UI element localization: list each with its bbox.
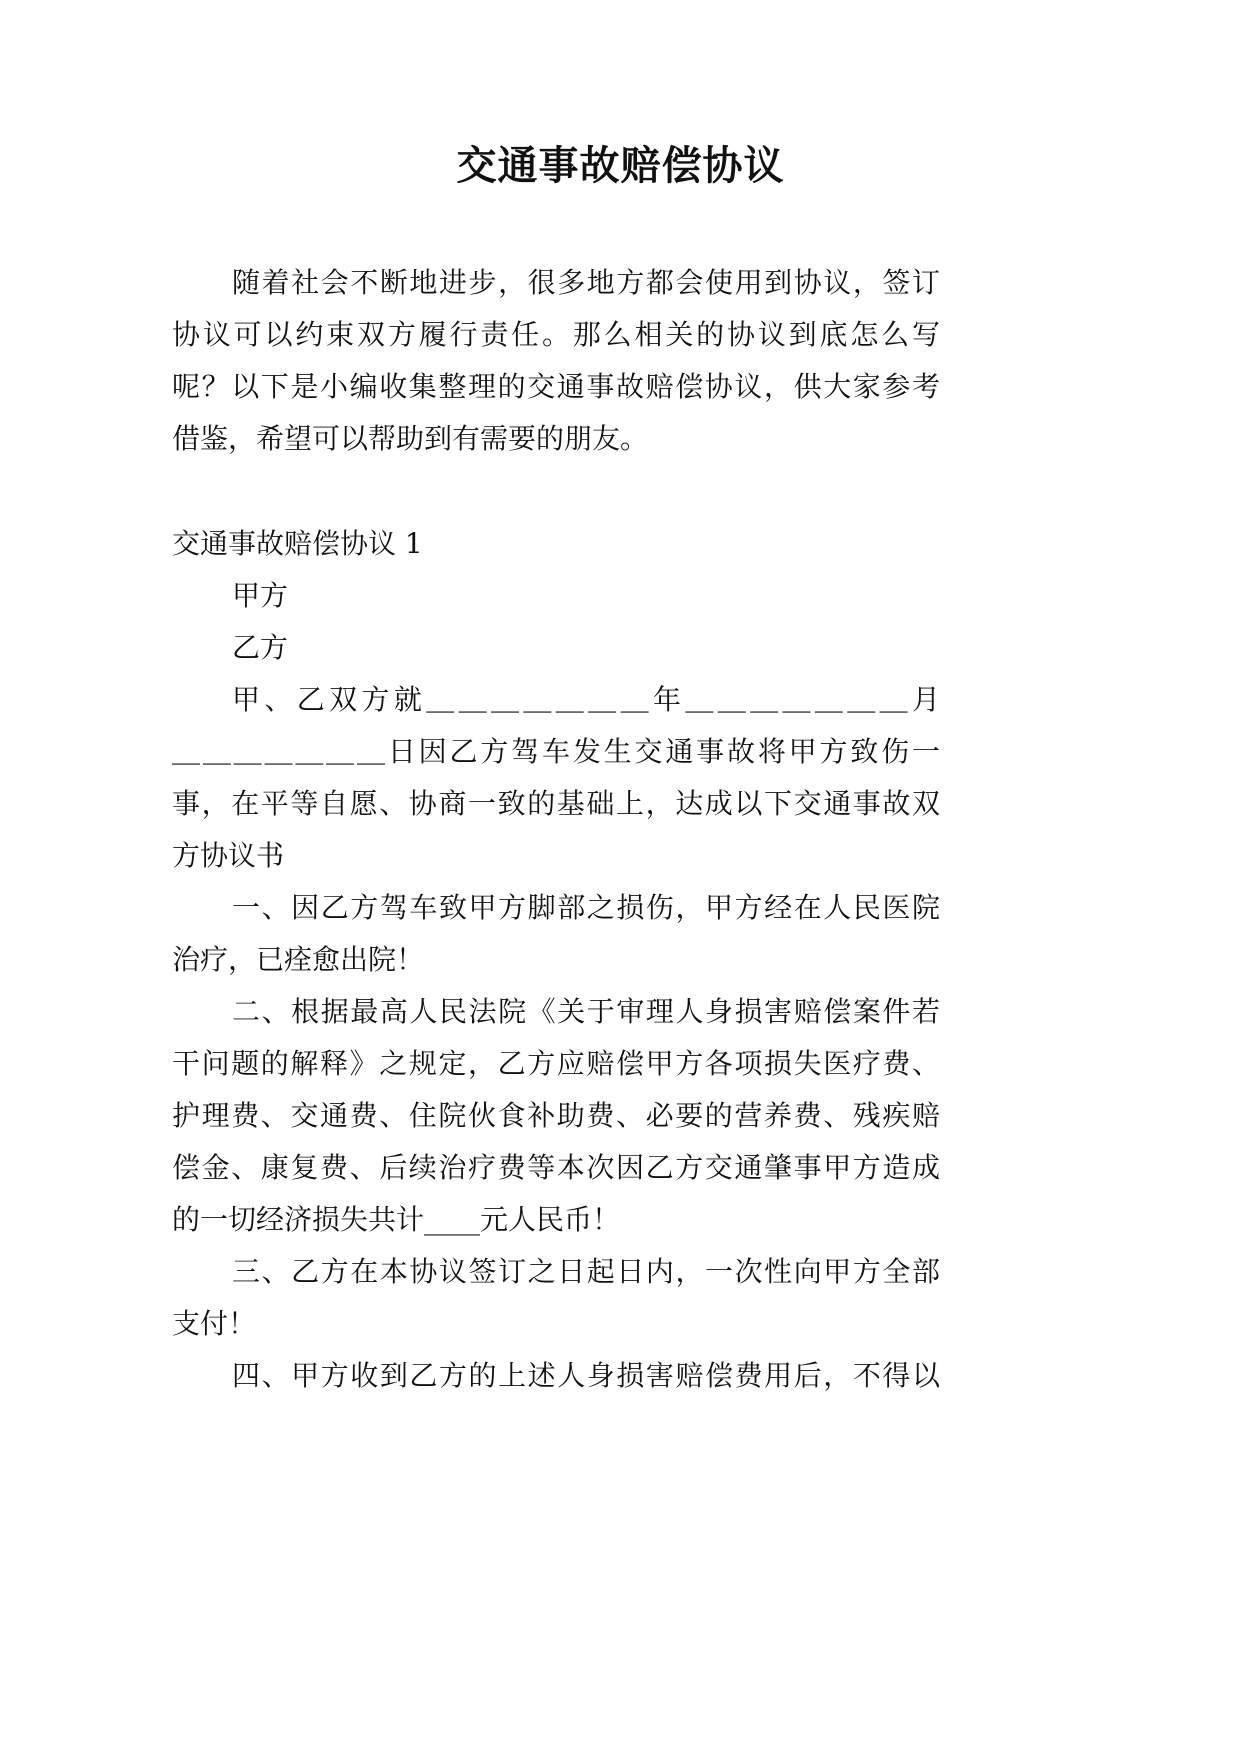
text-line: 协议可以约束双方履行责任。那么相关的协议到底怎么写 — [172, 318, 940, 351]
paragraph — [172, 986, 940, 1246]
spacer — [172, 465, 940, 518]
text-line: 呢？以下是小编收集整理的交通事故赔偿协议，供大家参考 — [172, 370, 940, 403]
document-body — [172, 257, 940, 1402]
paragraph — [172, 257, 940, 465]
text-line: ＿＿＿＿＿＿＿日因乙方驾车发生交通事故将甲方致伤一 — [172, 735, 940, 768]
text-line: 三、乙方在本协议签订之日起日内，一次性向甲方全部 — [232, 1255, 940, 1288]
text-line: 一、因乙方驾车致甲方脚部之损伤，甲方经在人民医院 — [232, 891, 940, 924]
text-line: 交通事故赔偿协议 1 — [172, 527, 423, 560]
paragraph — [172, 1350, 940, 1402]
paragraph — [172, 622, 940, 674]
paragraph — [172, 570, 940, 622]
text-line: 借鉴，希望可以帮助到有需要的朋友。 — [172, 422, 649, 455]
paragraph — [172, 882, 940, 986]
text-line: 治疗，已痊愈出院！ — [172, 943, 425, 976]
text-line: 的一切经济损失共计____元人民币！ — [172, 1203, 621, 1236]
text-line: 甲方 — [232, 579, 289, 612]
text-line: 事，在平等自愿、协商一致的基础上，达成以下交通事故双 — [172, 787, 940, 820]
text-line: 四、甲方收到乙方的上述人身损害赔偿费用后，不得以 — [232, 1359, 940, 1392]
text-line: 乙方 — [232, 631, 289, 664]
text-line: 二、根据最高人民法院《关于审理人身损害赔偿案件若 — [232, 995, 940, 1028]
text-line: 方协议书 — [172, 839, 285, 872]
text-line: 干问题的解释》之规定，乙方应赔偿甲方各项损失医疗费、 — [172, 1047, 940, 1080]
text-line: 护理费、交通费、住院伙食补助费、必要的营养费、残疾赔 — [172, 1099, 940, 1132]
document-title: 交通事故赔偿协议 — [456, 142, 785, 189]
text-line: 支付！ — [172, 1307, 257, 1340]
text-line: 随着社会不断地进步，很多地方都会使用到协议，签订 — [232, 266, 940, 299]
text-line: 偿金、康复费、后续治疗费等本次因乙方交通肇事甲方造成 — [172, 1151, 940, 1184]
text-line: 甲、乙双方就＿＿＿＿＿＿＿年＿＿＿＿＿＿＿月 — [232, 683, 940, 716]
paragraph — [172, 1246, 940, 1350]
paragraph — [172, 518, 940, 570]
paragraph — [172, 674, 940, 882]
